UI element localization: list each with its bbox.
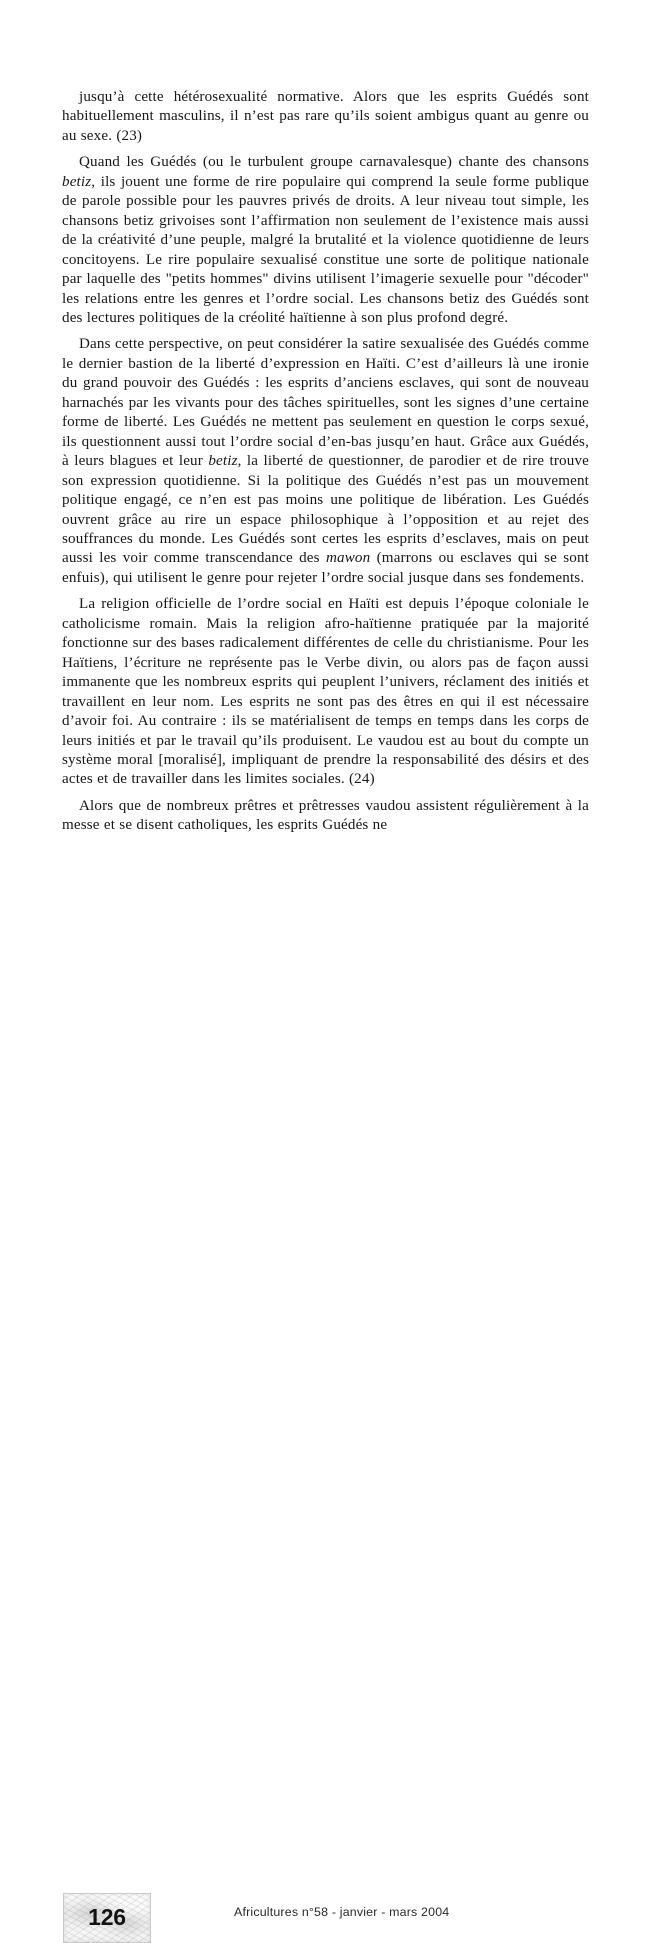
italic-term: mawon	[325, 550, 371, 567]
italic-term: betiz	[62, 173, 92, 190]
paragraph-para-5: Alors que de nombreux prêtres et prêtresses vaudou assistent régulièrement à la messe et se disent catholiques, les esprits Guédés ne	[62, 797, 589, 834]
footer-citation: Africultures n°58 - janvier - mars 2004	[234, 1905, 450, 1919]
paragraph-para-3: Dans cette perspective, on peut considérer la satire sexualisée des Guédés comme le dernier bastion de la liberté d’expression en Haïti. C’est d’ailleurs là une ironie du grand pouvoir des Guédés : les esprits d’anciens esclaves, qui sont de nouveau harnachés par les vivants pour des tâches spirituelles, sont les signes d’une certaine forme de liberté. Les Guédés ne mettent pas seulement en question le corps sexué, ils questionnent aussi tout l’ordre social d’en-bas jusqu’en haut. Grâce aux Guédés, à leurs blagues et leur betiz, la liberté de questionner, de parodier et de rire trouve son expression quotidienne. Si la politique des Guédés n’est pas un mouvement politique engagé, ce n’en est pas moins une politique de libération. Les Guédés ouvrent grâce au rire un espace philosophique à l’opposition et au rejet des souffrances du monde. Les Guédés sont certes les esprits d’esclaves, mais on peut aussi les voir comme transcendance des mawon (marrons ou esclaves qui se sont enfuis), qui utilisent le genre pour rejeter l’ordre social jusque dans ses fondements.	[62, 336, 589, 586]
page-footer	[0, 936, 650, 1930]
paragraph-para-1: jusqu’à cette hétérosexualité normative. Alors que les esprits Guédés sont habituellement masculins, il n’est pas rare qu’ils soient ambigus quant au genre ou au sexe. (23)	[62, 89, 589, 144]
paragraph-para-2: Quand les Guédés (ou le turbulent groupe carnavalesque) chante des chansons betiz, ils jouent une forme de rire populaire qui comprend la seule forme publique de parole possible pour les pauvres privés de droits. A leur niveau tout simple, les chansons betiz grivoises sont l’affirmation non seulement de l’existence mais aussi de la créativité d’une peuple, malgré la brutalité et la violence quotidienne de leurs concitoyens. Le rire populaire sexualisé constitue une sorte de politique nationale par laquelle des "petits hommes" divins utilisent l’imagerie sexuelle pour "décoder" les relations entre les genres et l’ordre social. Les chansons betiz des Guédés sont des lectures politiques de la créolité haïtienne à son plus profond degré.	[62, 154, 589, 326]
page-number-box	[63, 1893, 151, 1943]
italic-term: betiz	[208, 453, 238, 470]
paragraph-para-4: La religion officielle de l’ordre social en Haïti est depuis l’époque coloniale le catholicisme romain. Mais la religion afro-haïtienne pratiquée par la majorité fonctionne sur des bases radicalement différentes de celle du christianisme. Pour les Haïtiens, l’écriture ne représente pas le Verbe divin, ou alors pas de façon aussi immanente que les nombreux esprits qui peuplent l’univers, réclament des initiés et travaillent en leur nom. Les esprits ne sont pas des êtres en qui il est nécessaire d’avoir foi. Au contraire : ils se matérialisent de temps en temps dans les corps de leurs initiés et par le travail qu’ils produisent. Le vaudou est au bout du compte un système moral [moralisé], impliquant de prendre la responsabilité des désirs et des actes et de travailler dans les limites sociales. (24)	[62, 596, 589, 788]
page-number: 126	[88, 1904, 126, 1930]
body-text-column	[62, 88, 589, 843]
